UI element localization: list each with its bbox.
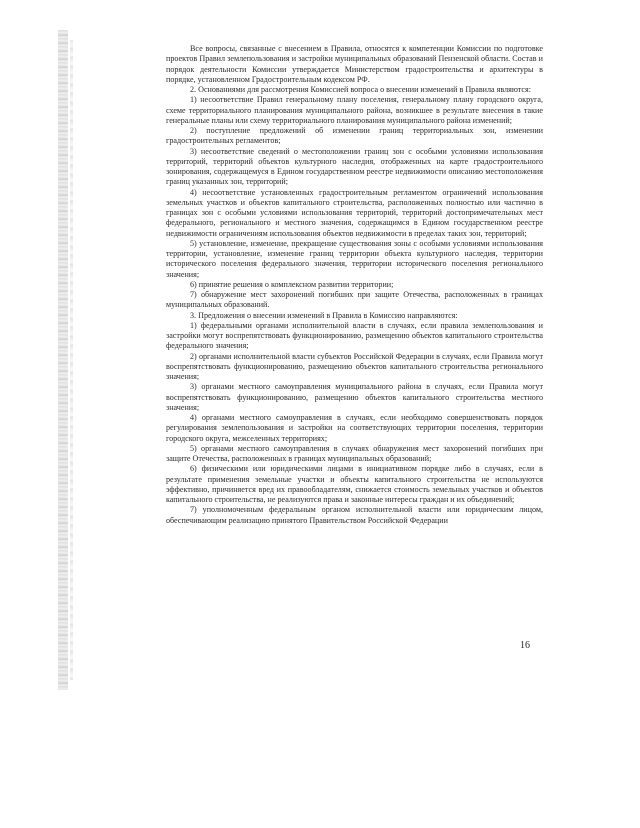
paragraph: 2) органами исполнительной власти субъектов Российской Федерации в случаях, если Правила могут воспрепятствовать функционированию, размещению объектов капитального строительства регионального значения;	[166, 351, 543, 381]
scan-binding-edge	[58, 30, 68, 690]
paragraph: 4) несоответствие установленных градостроительным регламентом ограничений использования земельных участков и объектов капитального строительства, расположенных полностью или частично в границах зон с особыми условиями использования территорий, территорий достопримечательных мест федерального, регионального и местного значения, содержащимся в Едином государственном реестре недвижимости ограничениям использования объектов недвижимости в пределах таких зон, территорий;	[166, 187, 543, 238]
paragraph: 1) федеральными органами исполнительной власти в случаях, если правила землепользования и застройки могут воспрепятствовать функционированию, размещению объектов капитального строительства федерального значения;	[166, 320, 543, 351]
document-page	[166, 44, 543, 526]
page-number: 16	[520, 640, 530, 651]
paragraph: 6) принятие решения о комплексном развитии территории;	[190, 279, 394, 289]
paragraph: 7) уполномоченным федеральным органом исполнительной власти или юридическим лицом, обеспечивающим реализацию принятого Правительством Российской Федерации	[166, 505, 543, 525]
paragraph: 1) несоответствие Правил генеральному плану поселения, генеральному плану городского округа, схеме территориального планирования муниципального района, возникшее в результате внесения в такие генеральные планы или схему территориального планирования муниципального района изменений;	[166, 95, 543, 125]
paragraph: 3) несоответствие сведений о местоположении границ зон с особыми условиями использования территорий, территорий объектов культурного наследия, отображенных на карте градостроительного зонирования, содержащемуся в Едином государственном реестре недвижимости описанию местоположения границ указанных зон, территорий;	[166, 146, 543, 187]
paragraph: 2. Основаниями для рассмотрения Комиссией вопроса о внесении изменений в Правила являются:	[190, 85, 531, 94]
paragraph: 5) установление, изменение, прекращение существования зоны с особыми условиями использования территории, установление, изменение границ территории объекта культурного наследия, территории исторического поселения федерального значения, территории исторического поселения регионального значения;	[166, 238, 543, 279]
paragraph: 3) органами местного самоуправления муниципального района в случаях, если Правила могут воспрепятствовать функционированию, размещению объектов капитального строительства местного значения;	[166, 382, 543, 412]
paragraph: 7) обнаружение мест захоронений погибших при защите Отечества, расположенных в границах муниципальных образований.	[166, 290, 543, 310]
paragraph: 3. Предложения о внесении изменений в Правила в Комиссию направляются:	[190, 310, 458, 320]
scan-binding-edge-inner	[70, 40, 73, 680]
paragraph: Все вопросы, связанные с внесением в Правила, относятся к компетенции Комиссии по подготовке проектов Правил землепользования и застройки муниципальных образований Пензенской области. Состав и порядок деятельности Комиссии утверждается Министерством градостроительства и архитектуры в порядке, установленном Градостроительным кодексом РФ.	[166, 44, 543, 84]
paragraph: 2) поступление предложений об изменении границ территориальных зон, изменении градостроительных регламентов;	[166, 126, 543, 146]
paragraph: 5) органами местного самоуправления в случаях обнаружения мест захоронений погибших при защите Отечества, расположенных в границах муниципальных образований;	[166, 443, 543, 463]
paragraph: 4) органами местного самоуправления в случаях, если необходимо совершенствовать порядок регулирования землепользования и застройки на соответствующих территории поселения, территории городского округа, межселенных территориях;	[166, 413, 543, 443]
paragraph: 6) физическими или юридическими лицами в инициативном порядке либо в случаях, если в результате применения земельные участки и объекты капитального строительства не используются эффективно, причиняется вред их правообладателям, снижается стоимость земельных участков и объектов капитального строительства, не реализуются права и законные интересы граждан и их объединений;	[166, 464, 543, 504]
